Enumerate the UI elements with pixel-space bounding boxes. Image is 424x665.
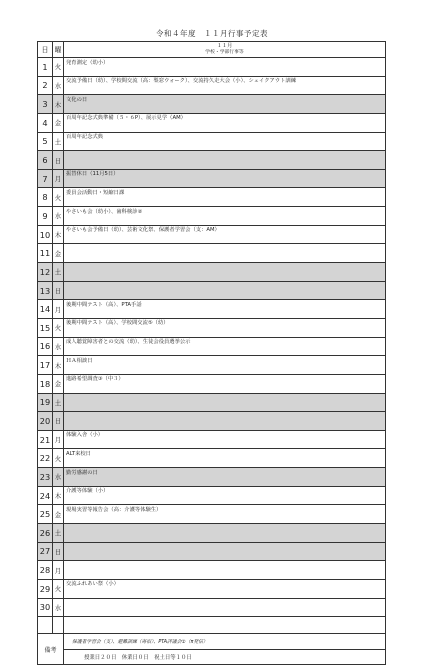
event-text: 発育測定（幼小） — [64, 58, 386, 77]
day-of-week: 金 — [53, 505, 64, 524]
table-row — [38, 337, 386, 356]
day-number: 15 — [38, 318, 53, 337]
event-text: やさいも会予備日（幼）、芸術文化祭、保護者学習会（支：AM） — [64, 225, 386, 244]
table-row — [38, 449, 386, 468]
day-of-week: 水 — [53, 468, 64, 487]
day-of-week: 金 — [53, 244, 64, 263]
day-number: 3 — [38, 95, 53, 114]
table-row — [38, 374, 386, 393]
table-row — [38, 468, 386, 487]
blank-row — [38, 617, 386, 634]
day-of-week: 月 — [53, 430, 64, 449]
event-text — [64, 263, 386, 282]
day-number: 27 — [38, 542, 53, 561]
day-of-week: 水 — [53, 598, 64, 617]
event-text: 勤労感謝の日 — [64, 468, 386, 487]
day-number: 9 — [38, 207, 53, 226]
day-of-week: 金 — [53, 374, 64, 393]
day-number: 6 — [38, 151, 53, 170]
day-number: 1 — [38, 58, 53, 77]
day-number: 14 — [38, 300, 53, 319]
table-row — [38, 505, 386, 524]
table-row — [38, 188, 386, 207]
day-number: 4 — [38, 113, 53, 132]
day-of-week: 日 — [53, 412, 64, 431]
table-row — [38, 207, 386, 226]
event-text — [64, 524, 386, 543]
event-text: 交流予備日（幼）、学校間交流（高：梨窓ウォーク）、交流持久走大会（小）、シェイクアウト訓練 — [64, 76, 386, 95]
day-number: 22 — [38, 449, 53, 468]
day-of-week: 火 — [53, 449, 64, 468]
day-number: 19 — [38, 393, 53, 412]
day-of-week: 火 — [53, 188, 64, 207]
document-title: 令和４年度 １１月行事予定表 — [156, 29, 268, 38]
day-of-week: 日 — [53, 542, 64, 561]
event-text: 進路希望調査③（中３） — [64, 374, 386, 393]
day-number: 21 — [38, 430, 53, 449]
header-dow: 曜 — [53, 42, 64, 58]
day-number: 30 — [38, 598, 53, 617]
header-day: 日 — [38, 42, 53, 58]
day-of-week: 月 — [53, 561, 64, 580]
event-text: ALT来校日 — [64, 449, 386, 468]
table-row — [38, 281, 386, 300]
day-number: 18 — [38, 374, 53, 393]
notes-label: 備考 — [38, 634, 64, 665]
day-number: 26 — [38, 524, 53, 543]
table-row — [38, 300, 386, 319]
day-number: 25 — [38, 505, 53, 524]
day-of-week: 土 — [53, 132, 64, 151]
day-of-week: 木 — [53, 486, 64, 505]
event-text: やさいも会（幼小）、歯科検診② — [64, 207, 386, 226]
notes-row — [38, 634, 386, 650]
table-row — [38, 356, 386, 375]
header-month: １１月 — [216, 43, 233, 49]
day-of-week: 日 — [53, 151, 64, 170]
event-text — [64, 151, 386, 170]
event-text: 委員会活動日・短縮日課 — [64, 188, 386, 207]
header-events — [64, 42, 386, 58]
event-text: 現場実習等報告会（高：介護等体験生） — [64, 505, 386, 524]
summary-row — [38, 650, 386, 665]
event-text: 介護等体験（小） — [64, 486, 386, 505]
event-text — [64, 412, 386, 431]
table-row — [38, 95, 386, 114]
event-text: 後期中間テスト（高）、PTA手話 — [64, 300, 386, 319]
table-row — [38, 579, 386, 598]
day-number: 28 — [38, 561, 53, 580]
event-text: 体験入舎（小） — [64, 430, 386, 449]
event-text — [64, 598, 386, 617]
table-row — [38, 318, 386, 337]
day-number: 5 — [38, 132, 53, 151]
blank-cell — [64, 617, 386, 634]
event-text — [64, 244, 386, 263]
event-text — [64, 561, 386, 580]
day-number: 29 — [38, 579, 53, 598]
day-of-week: 土 — [53, 263, 64, 282]
event-text — [64, 281, 386, 300]
day-of-week: 月 — [53, 300, 64, 319]
blank-cell — [38, 617, 53, 634]
day-of-week: 月 — [53, 169, 64, 188]
day-of-week: 火 — [53, 318, 64, 337]
table-row — [38, 169, 386, 188]
day-number: 10 — [38, 225, 53, 244]
blank-cell — [53, 617, 64, 634]
day-number: 23 — [38, 468, 53, 487]
day-number: 17 — [38, 356, 53, 375]
table-row — [38, 244, 386, 263]
table-row — [38, 430, 386, 449]
event-text: 百周年記念式典準備（５・６P）、展示見学（AM） — [64, 113, 386, 132]
table-row — [38, 76, 386, 95]
table-row — [38, 542, 386, 561]
day-of-week: 木 — [53, 225, 64, 244]
notes-text: 保護者学習会（支）、避難訓練（寄宿）、PTA評議会②（π発信） — [64, 634, 386, 650]
day-of-week: 金 — [53, 113, 64, 132]
day-of-week: 火 — [53, 58, 64, 77]
day-of-week: 土 — [53, 393, 64, 412]
event-text — [64, 542, 386, 561]
table-row — [38, 151, 386, 170]
table-row — [38, 113, 386, 132]
table-row — [38, 132, 386, 151]
event-text: 成人聴覚障害者との交流（幼）、生徒会役員選挙公示 — [64, 337, 386, 356]
day-number: 16 — [38, 337, 53, 356]
event-text: 文化の日 — [64, 95, 386, 114]
schedule-table — [37, 41, 386, 665]
table-row — [38, 524, 386, 543]
day-of-week: 日 — [53, 281, 64, 300]
day-number: 13 — [38, 281, 53, 300]
event-text: 振替休日（11月5日） — [64, 169, 386, 188]
event-text: 後期中間テスト（高）、学校間交流⑤（幼） — [64, 318, 386, 337]
day-number: 8 — [38, 188, 53, 207]
header-events-label: 学校・学部行事等 — [205, 49, 244, 55]
day-count-summary: 授業日２０日 休業日０日 祝土日等１０日 — [64, 650, 386, 665]
day-of-week: 木 — [53, 95, 64, 114]
event-text — [64, 393, 386, 412]
table-row — [38, 486, 386, 505]
day-of-week: 水 — [53, 337, 64, 356]
day-of-week: 火 — [53, 579, 64, 598]
table-row — [38, 561, 386, 580]
table-row — [38, 58, 386, 77]
day-number: 20 — [38, 412, 53, 431]
table-row — [38, 393, 386, 412]
day-number: 12 — [38, 263, 53, 282]
day-number: 2 — [38, 76, 53, 95]
day-number: 11 — [38, 244, 53, 263]
table-header-row — [38, 42, 386, 58]
event-text: 交流ふれあい祭（小） — [64, 579, 386, 598]
day-of-week: 木 — [53, 356, 64, 375]
day-number: 24 — [38, 486, 53, 505]
table-row — [38, 263, 386, 282]
table-row — [38, 225, 386, 244]
day-of-week: 土 — [53, 524, 64, 543]
day-number: 7 — [38, 169, 53, 188]
day-of-week: 水 — [53, 207, 64, 226]
event-text: ＨＡ相談日 — [64, 356, 386, 375]
event-text: 百周年記念式典 — [64, 132, 386, 151]
day-of-week: 水 — [53, 76, 64, 95]
table-row — [38, 598, 386, 617]
table-row — [38, 412, 386, 431]
